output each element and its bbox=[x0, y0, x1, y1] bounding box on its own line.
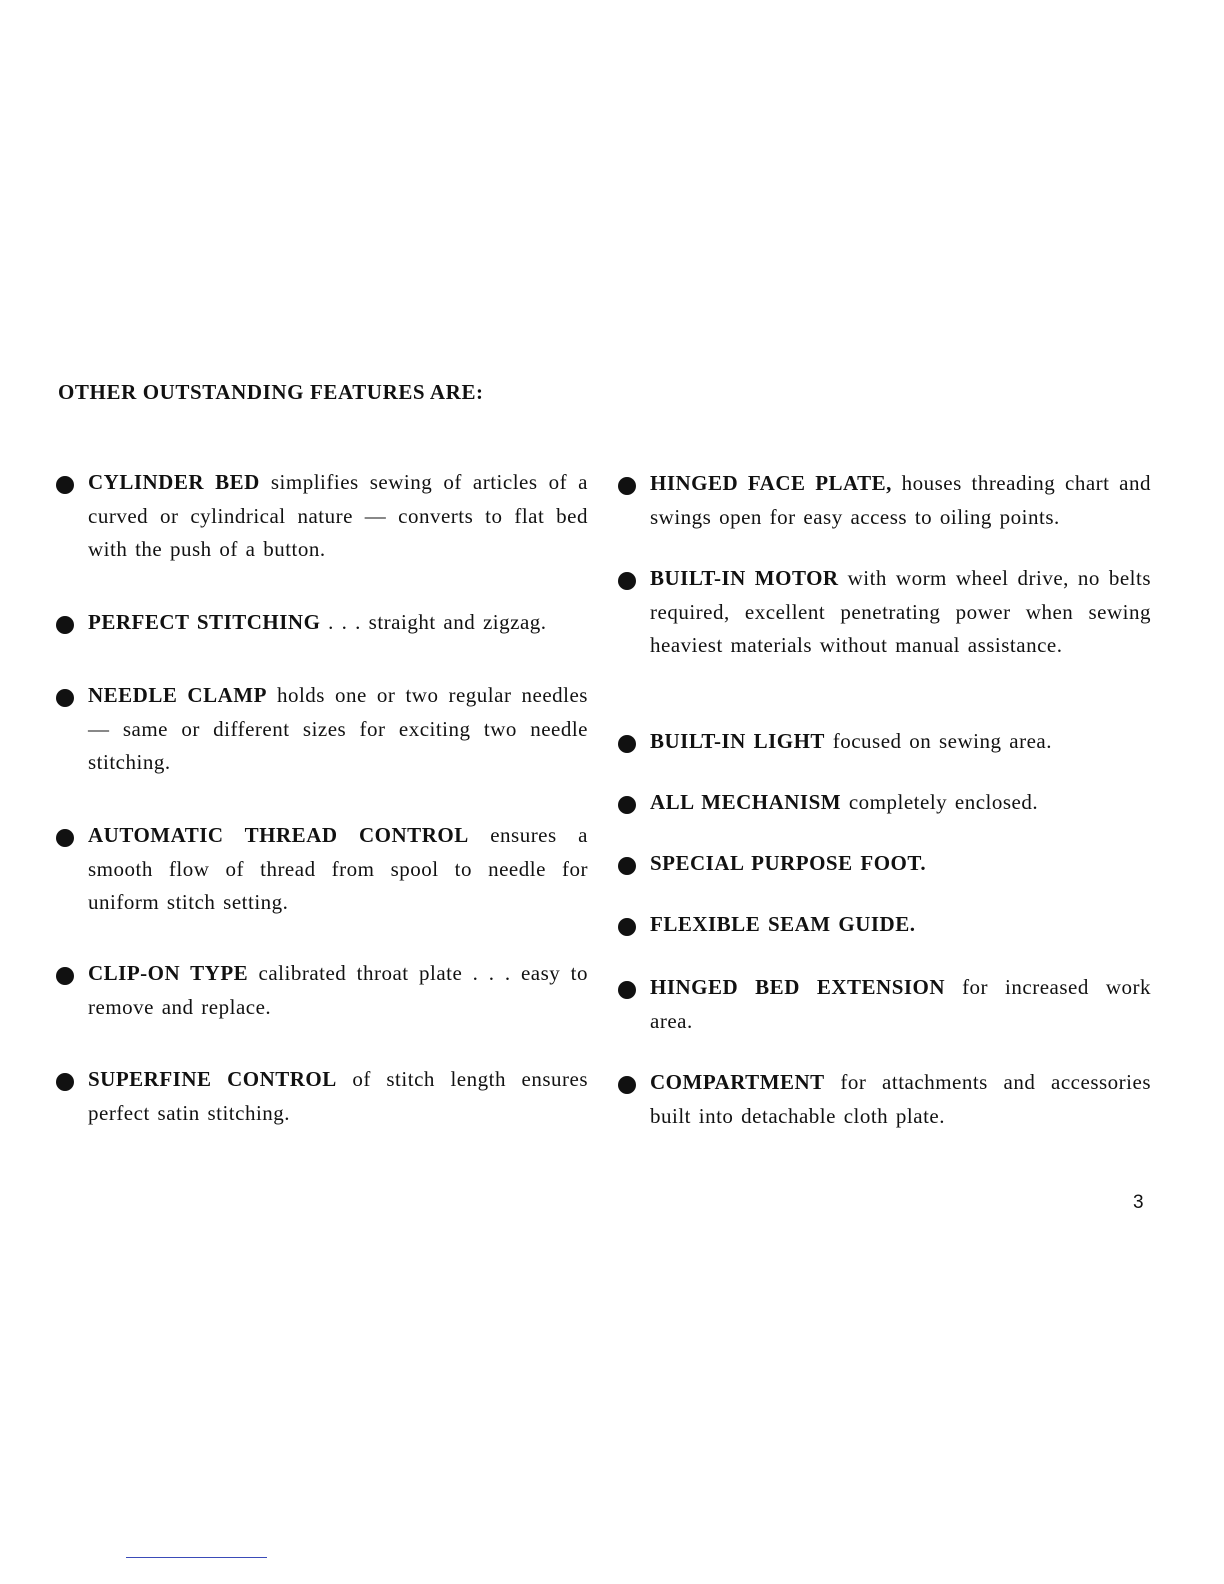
feature-item bbox=[56, 957, 588, 1024]
feature-keyword: HINGED FACE PLATE, bbox=[650, 471, 892, 495]
feature-description: of stitch length ensures perfect satin stitching. bbox=[88, 1067, 588, 1125]
feature-keyword: BUILT-IN LIGHT bbox=[650, 729, 825, 753]
page-number: 3 bbox=[1133, 1192, 1144, 1213]
feature-keyword: HINGED BED EXTENSION bbox=[650, 975, 946, 999]
feature-keyword: COMPARTMENT bbox=[650, 1070, 825, 1094]
feature-description: . . . straight and zigzag. bbox=[320, 610, 547, 634]
feature-keyword: ALL MECHANISM bbox=[650, 790, 842, 814]
feature-item bbox=[618, 786, 1151, 820]
feature-keyword: PERFECT STITCHING bbox=[88, 610, 321, 634]
bullet-icon bbox=[618, 857, 636, 875]
feature-description: with worm wheel drive, no belts required, excellent penetrating power when sewing heaviest materials without manual assistance. bbox=[650, 566, 1152, 657]
feature-keyword: NEEDLE CLAMP bbox=[88, 683, 267, 707]
page-heading: OTHER OUTSTANDING FEATURES ARE: bbox=[58, 380, 484, 404]
feature-item bbox=[56, 1063, 588, 1130]
bullet-icon bbox=[56, 829, 74, 847]
feature-item bbox=[618, 908, 1151, 942]
bullet-icon bbox=[56, 476, 74, 494]
bullet-icon bbox=[618, 572, 636, 590]
bullet-icon bbox=[618, 477, 636, 495]
feature-item bbox=[618, 971, 1151, 1038]
bullet-icon bbox=[56, 967, 74, 985]
bullet-icon bbox=[618, 981, 636, 999]
feature-keyword: SPECIAL PURPOSE FOOT. bbox=[650, 851, 927, 875]
feature-item bbox=[56, 606, 588, 640]
feature-description: houses threading chart and swings open for easy access to oiling points. bbox=[650, 471, 1151, 529]
feature-description: simplifies sewing of articles of a curved or cylindrical nature — converts to flat bed with the push of a button. bbox=[88, 470, 588, 561]
feature-description: focused on sewing area. bbox=[824, 729, 1052, 753]
bullet-icon bbox=[618, 918, 636, 936]
feature-item bbox=[618, 847, 1151, 881]
feature-item bbox=[618, 562, 1151, 663]
bullet-icon bbox=[618, 735, 636, 753]
feature-item bbox=[56, 819, 588, 920]
feature-keyword: AUTOMATIC THREAD CONTROL bbox=[88, 823, 469, 847]
feature-item bbox=[618, 1066, 1151, 1133]
bullet-icon bbox=[56, 616, 74, 634]
feature-description: for attachments and accessories built into detachable cloth plate. bbox=[650, 1070, 1151, 1128]
feature-keyword: SUPERFINE CONTROL bbox=[88, 1067, 337, 1091]
bullet-icon bbox=[618, 796, 636, 814]
feature-description: ensures a smooth flow of thread from spool to needle for uniform stitch setting. bbox=[88, 823, 588, 914]
feature-item bbox=[56, 466, 588, 567]
bullet-icon bbox=[56, 1073, 74, 1091]
feature-keyword: CYLINDER BED bbox=[88, 470, 260, 494]
feature-item bbox=[56, 679, 588, 780]
feature-description: calibrated throat plate . . . easy to remove and replace. bbox=[88, 961, 588, 1019]
feature-keyword: BUILT-IN MOTOR bbox=[650, 566, 839, 590]
feature-description: holds one or two regular needles — same or different sizes for exciting two needle stitching. bbox=[88, 683, 588, 774]
bullet-icon bbox=[618, 1076, 636, 1094]
feature-keyword: CLIP-ON TYPE bbox=[88, 961, 249, 985]
feature-description: for increased work area. bbox=[650, 975, 1151, 1033]
bullet-icon bbox=[56, 689, 74, 707]
feature-item bbox=[618, 467, 1151, 534]
feature-keyword: FLEXIBLE SEAM GUIDE. bbox=[650, 912, 916, 936]
footer-rule bbox=[126, 1557, 267, 1558]
feature-item bbox=[618, 725, 1151, 759]
feature-description: completely enclosed. bbox=[841, 790, 1039, 814]
